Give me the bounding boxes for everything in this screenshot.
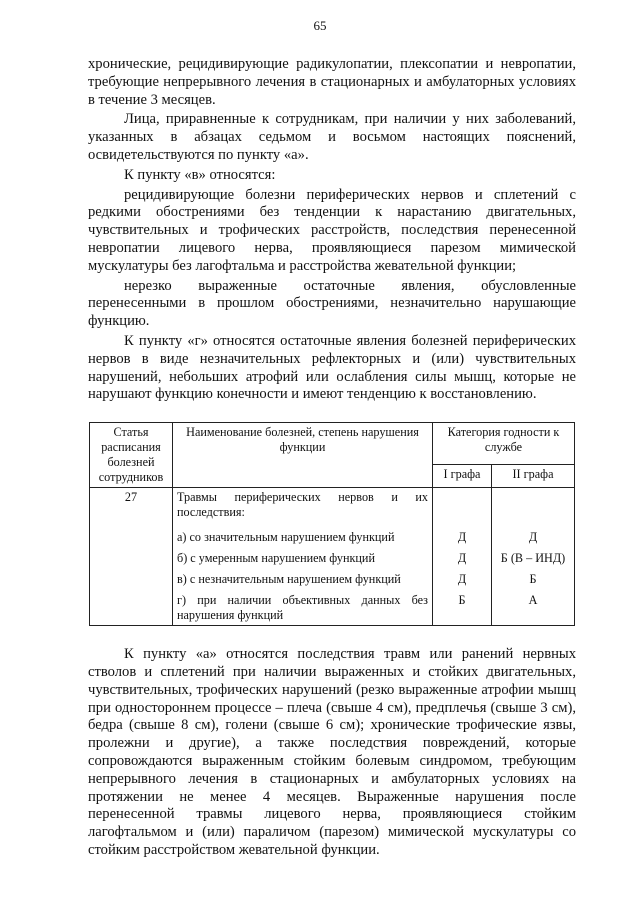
paragraph-equated-persons: Лица, приравненные к сотрудникам, при наличии у них заболеваний, указанных в абзацах седьмом и восьмом настоящих пояснений, освидетельствуются по пункту «а».	[88, 111, 576, 163]
header-graph-1: I графа	[433, 464, 492, 488]
graph-1-cell	[433, 488, 492, 626]
article-number: 27	[90, 488, 173, 626]
paragraph-point-a-injuries: К пункту «а» относятся последствия травм или ранений нервных стволов и сплетений при наличии выраженных и стойких двигательных, чувствительных, трофических нарушений (резко выраженные атрофии мышц при одностороннем процессе – плеча (свыше 4 см), предплечья (свыше 3 см), бедра (свыше 8 см), голени (свыше 6 см); хронические трофические язвы, пролежни и другие), а также последствия повреждений, которые сопровождаются выраженным стойким болевым синдромом, требующим непрерывного лечения в стационарных и амбулаторных условиях на протяжении не менее 4 месяцев. Выраженные нарушения после перенесенной травмы лицевого нерва, проявляющиеся стойким лагофтальмом и (или) параличом (парезом) мимической мускулатуры со стойким расстройством жевательной функции.	[88, 646, 576, 858]
paragraph-point-v-residual: нерезко выраженные остаточные явления, обусловленные перенесенными в прошлом обострениями, незначительно нарушающие функцию.	[88, 277, 576, 330]
header-graph-2: II графа	[492, 464, 575, 488]
disease-item-v: в) с незначительным нарушением функций	[177, 572, 401, 587]
graph-1-value-v: Д	[457, 572, 467, 587]
paragraph-point-v-recurrent: рецидивирующие болезни периферических нервов и сплетений с редкими обострениями без тенденции к нарастанию двигательных, чувствительных и трофических расстройств, последствия перенесенной невропатии лицевого нерва, проявляющиеся парезом мимической мускулатуры без лагофтальма и расстройства жевательной функции;	[88, 186, 576, 274]
graph-2-value-a: Д	[528, 530, 538, 545]
graph-1-value-a: Д	[457, 530, 467, 545]
page-number: 65	[313, 18, 327, 33]
disease-item-a: а) со значительным нарушением функций	[177, 530, 395, 545]
paragraph-chronic: хронические, рецидивирующие радикулопатии, плексопатии и невропатии, требующие непрерывного лечения в стационарных и амбулаторных условиях в течение 3 месяцев.	[88, 56, 576, 108]
graph-2-cell	[492, 488, 575, 626]
header-fitness-category: Категория годности к службе	[433, 423, 575, 464]
disease-names-cell	[173, 488, 433, 626]
graph-2-value-b: Б (В – ИНД)	[500, 551, 566, 566]
graph-1-value-b: Д	[457, 551, 467, 566]
graph-1-value-g: Б	[458, 593, 466, 608]
header-disease-name: Наименование болезней, степень нарушения функции	[173, 423, 433, 488]
disease-item-b: б) с умеренным нарушением функций	[177, 551, 375, 566]
header-article: Статья расписания болезней сотрудников	[90, 423, 173, 488]
disease-item-g: г) при наличии объективных данных без нарушения функций	[177, 593, 428, 623]
paragraph-point-g: К пункту «г» относятся остаточные явления болезней периферических нервов в виде незначительных рефлекторных и (или) чувствительных нарушений, небольших атрофий или ослабления силы мышц, которые не нарушают функцию конечности и имеют тенденцию к восстановлению.	[88, 332, 576, 403]
disease-schedule-table	[89, 422, 575, 626]
paragraph-point-v-heading: К пункту «в» относятся:	[124, 166, 276, 183]
graph-2-value-g: А	[528, 593, 538, 608]
disease-intro: Травмы периферических нервов и их последствия:	[177, 490, 428, 520]
document-body	[88, 56, 576, 860]
table-row	[90, 488, 575, 626]
graph-2-value-v: Б	[529, 572, 537, 587]
